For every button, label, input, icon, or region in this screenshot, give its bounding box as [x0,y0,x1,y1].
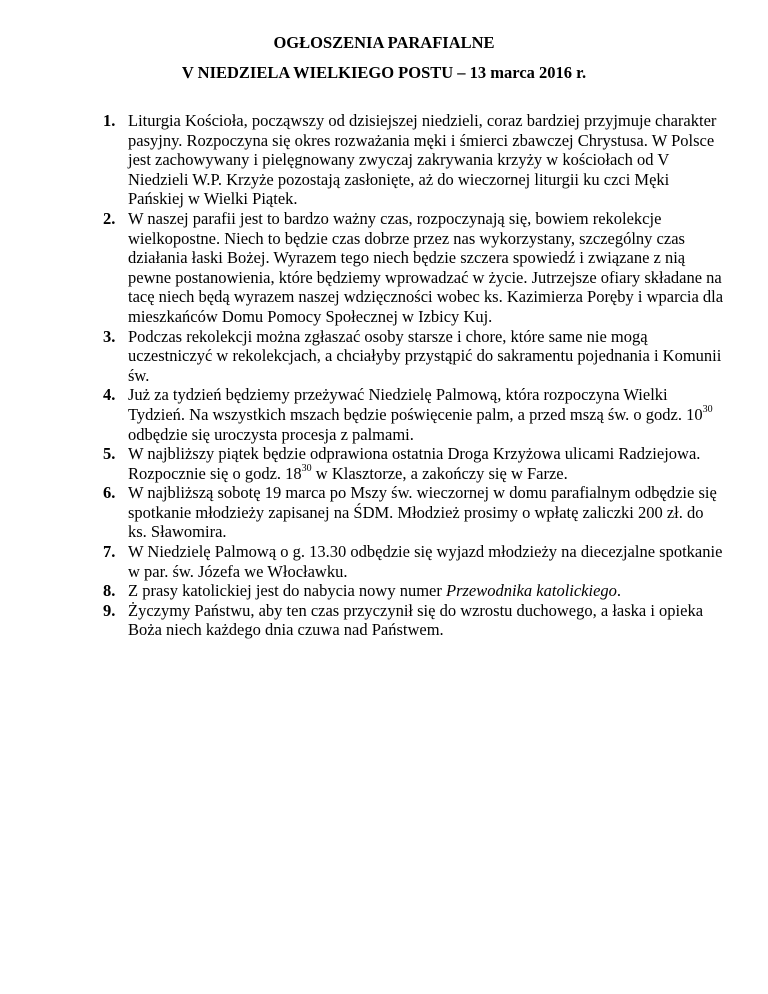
item-text: Liturgia Kościoła, począwszy od dzisiejszej niedzieli, coraz bardziej przyjmuje charakter pasyjny. Rozpoczyna się okres rozważania męki i śmierci zbawczej Chrystusa. W Polsce jest zachowywany i pielęgnowany zwyczaj zakrywania krzyży w kościołach od V Niedzieli W.P. Krzyże pozostają zasłonięte, aż do wieczornej liturgii ku czci Męki Pańskiej w Wielki Piątek. [128,111,717,209]
magazine-title: Przewodnika katolickiego [446,581,617,601]
item-number: 8. [103,581,116,601]
item-text-after: w Klasztorze, a zakończy się w Farze. [311,463,568,483]
item-text: W Niedzielę Palmową o g. 13.30 odbędzie się wyjazd młodzieży na diecezjalne spotkanie w par. św. Józefa we Włocławku. [128,542,723,581]
item-text: Podczas rekolekcji można zgłaszać osoby starsze i chore, które same nie mogą uczestniczyć w rekolekcjach, a chciałyby przystąpić do sakramentu pojednania i Komunii św. [128,326,722,385]
item-number: 6. [103,483,116,503]
document-title: OGŁOSZENIA PARAFIALNE [273,33,495,52]
announcement-item [95,385,725,444]
announcement-item [95,581,725,601]
announcement-item [95,209,725,327]
item-number: 2. [103,208,116,228]
item-number: 5. [103,444,116,464]
announcement-item [95,444,725,483]
item-number: 9. [103,600,116,620]
item-number: 4. [103,385,116,405]
time-superscript: 30 [702,404,713,416]
time-superscript: 30 [301,463,312,475]
announcement-item [95,483,725,542]
announcements-list [95,111,725,640]
item-number: 3. [103,326,116,346]
item-text-after: . [616,581,622,601]
announcement-item [95,111,725,209]
item-text-before: Już za tydzień będziemy przeżywać Niedzielę Palmową, która rozpoczyna Wielki Tydzień. Na wszystkich mszach będzie poświęcenie palm, a przed mszą św. o godz. 10 [128,385,703,424]
item-text: W naszej parafii jest to bardzo ważny czas, rozpoczynają się, bowiem rekolekcje wielkopostne. Niech to będzie czas dobrze przez nas wykorzystany, szczególny czas działania łaski Bożej. Wyrazem tego niech będzie szczera spowiedź i związane z nią pewne postanowienia, które będziemy wprowadzać w życie. Jutrzejsze ofiary składane na tacę niech będą wyrazem naszej wdzięczności wobec ks. Kazimierza Poręby i wparcia dla mieszkańców Domu Pomocy Społecznej w Izbicy Kuj. [128,208,724,326]
announcement-item [95,542,725,581]
announcement-item [95,601,725,640]
document-subtitle: V NIEDZIELA WIELKIEGO POSTU – 13 marca 2016 r. [181,63,587,82]
announcement-item [95,327,725,386]
item-number: 7. [103,542,116,562]
item-text-before: W najbliższy piątek będzie odprawiona ostatnia Droga Krzyżowa ulicami Radziejowa. Rozpocznie się o godz. 18 [128,444,701,483]
item-text: W najbliższą sobotę 19 marca po Mszy św. wieczornej w domu parafialnym odbędzie się spotkanie młodzieży zapisanej na ŚDM. Młodzież prosimy o wpłatę zaliczki 200 zł. do ks. Sławomira. [128,483,717,542]
item-text-after: odbędzie się uroczysta procesja z palmami. [128,424,414,444]
item-text: Życzymy Państwu, aby ten czas przyczynił się do wzrostu duchowego, a łaska i opieka Boża niech każdego dnia czuwa nad Państwem. [128,600,704,640]
item-text-before: Z prasy katolickiej jest do nabycia nowy numer [128,581,446,601]
item-number: 1. [103,111,116,130]
